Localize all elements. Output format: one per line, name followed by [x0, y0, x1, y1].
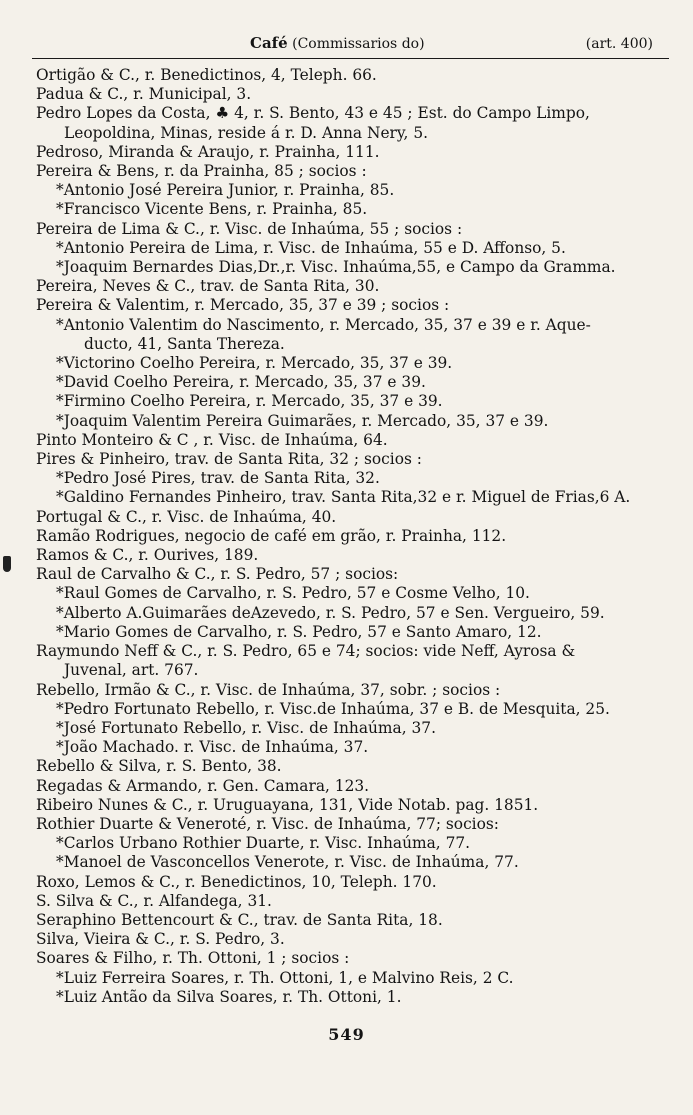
firm-entry — [36, 162, 669, 181]
firm-entry — [36, 85, 669, 104]
firm-entry — [36, 911, 669, 930]
header-rule — [32, 58, 669, 59]
entry-text: *Joaquim Bernardes Dias,Dr.,r. Visc. Inhaúma,55, e Campo da Gramma. — [56, 258, 616, 277]
entry-text: Pedroso, Miranda & Araujo, r. Prainha, 111. — [36, 142, 380, 161]
entry-text: Ribeiro Nunes & C., r. Uruguayana, 131, Vide Notab. pag. 1851. — [36, 795, 539, 814]
entry-text: Regadas & Armando, r. Gen. Camara, 123. — [36, 776, 370, 795]
header-subtitle: (Commissarios do) — [292, 36, 425, 52]
entry-text: Seraphino Bettencourt & C., trav. de Santa Rita, 18. — [36, 910, 443, 929]
entry-text: *Victorino Coelho Pereira, r. Mercado, 35, 37 e 39. — [56, 354, 453, 373]
entry-text: *Antonio José Pereira Junior, r. Prainha, 85. — [56, 181, 395, 200]
entry-text: *Carlos Urbano Rothier Duarte, r. Visc. Inhaúma, 77. — [56, 834, 471, 853]
entry-text: Ramos & C., r. Ourives, 189. — [36, 546, 259, 565]
entry-text: *João Machado. r. Visc. de Inhaúma, 37. — [56, 738, 369, 757]
partner-entry — [36, 392, 669, 411]
partner-entry — [36, 604, 669, 623]
partner-entry — [36, 412, 669, 431]
firm-entry — [36, 892, 669, 911]
entry-continuation: Juvenal, art. 767. — [64, 661, 199, 680]
entry-text: Padua & C., r. Municipal, 3. — [36, 85, 252, 104]
firm-entry — [36, 565, 669, 584]
header-title-group — [250, 34, 425, 52]
partner-entry — [36, 181, 669, 200]
partner-entry — [36, 354, 669, 373]
partner-entry — [36, 488, 669, 507]
entry-text: Soares & Filho, r. Th. Ottoni, 1 ; socios : — [36, 949, 350, 968]
entry-text: Rothier Duarte & Veneroté, r. Visc. de Inhaúma, 77; socios: — [36, 814, 499, 833]
entry-text: *David Coelho Pereira, r. Mercado, 35, 37 e 39. — [56, 373, 426, 392]
partner-entry — [36, 239, 669, 258]
entry-continuation: ducto, 41, Santa Thereza. — [84, 334, 285, 353]
entry-text: *Raul Gomes de Carvalho, r. S. Pedro, 57 e Cosme Velho, 10. — [56, 584, 530, 603]
firm-entry — [36, 104, 669, 142]
partner-entry — [36, 316, 669, 354]
entry-text: *Alberto A.Guimarães deAzevedo, r. S. Pedro, 57 e Sen. Vergueiro, 59. — [56, 603, 605, 622]
partner-entry — [36, 853, 669, 872]
entry-text: Ortigão & C., r. Benedictinos, 4, Teleph. 66. — [36, 66, 377, 84]
partner-entry — [36, 258, 669, 277]
entry-text: Pires & Pinheiro, trav. de Santa Rita, 32 ; socios : — [36, 450, 422, 469]
entry-text: *Luiz Antão da Silva Soares, r. Th. Ottoni, 1. — [56, 987, 402, 1006]
partner-entry — [36, 584, 669, 603]
header-article: (art. 400) — [585, 36, 653, 52]
firm-entry — [36, 277, 669, 296]
entry-text: Portugal & C., r. Visc. de Inhaúma, 40. — [36, 507, 337, 526]
partner-entry — [36, 738, 669, 757]
page-number: 549 — [328, 1025, 365, 1044]
firm-entry — [36, 450, 669, 469]
firm-entry — [36, 296, 669, 315]
entry-text: Ramão Rodrigues, negocio de café em grão, r. Prainha, 112. — [36, 526, 507, 545]
firm-entry — [36, 527, 669, 546]
entry-text: Rebello & Silva, r. S. Bento, 38. — [36, 757, 282, 776]
entry-text: *Joaquim Valentim Pereira Guimarães, r. Mercado, 35, 37 e 39. — [56, 411, 549, 430]
entry-text: Silva, Vieira & C., r. S. Pedro, 3. — [36, 930, 285, 949]
entry-text: Pereira de Lima & C., r. Visc. de Inhaúma, 55 ; socios : — [36, 219, 463, 238]
firm-entry — [36, 546, 669, 565]
firm-entry — [36, 431, 669, 450]
page-header — [250, 34, 653, 52]
firm-entry — [36, 220, 669, 239]
entries-list — [36, 66, 669, 1007]
entry-text: Pereira, Neves & C., trav. de Santa Rita, 30. — [36, 277, 380, 296]
entry-text: *Francisco Vicente Bens, r. Prainha, 85. — [56, 200, 368, 219]
entry-text: *Pedro Fortunato Rebello, r. Visc.de Inhaúma, 37 e B. de Mesquita, 25. — [56, 699, 610, 718]
partner-entry — [36, 200, 669, 219]
partner-entry — [36, 969, 669, 988]
firm-entry — [36, 777, 669, 796]
partner-entry — [36, 700, 669, 719]
firm-entry — [36, 930, 669, 949]
firm-entry — [36, 143, 669, 162]
entry-continuation: Leopoldina, Minas, reside á r. D. Anna Nery, 5. — [64, 123, 429, 142]
entry-text: Raul de Carvalho & C., r. S. Pedro, 57 ; socios: — [36, 565, 399, 584]
entry-text: Pereira & Valentim, r. Mercado, 35, 37 e 39 ; socios : — [36, 296, 450, 315]
partner-entry — [36, 834, 669, 853]
entry-text: *Antonio Valentim do Nascimento, r. Mercado, 35, 37 e 39 e r. Aque- — [56, 315, 591, 334]
entry-text: *Antonio Pereira de Lima, r. Visc. de Inhaúma, 55 e D. Affonso, 5. — [56, 238, 566, 257]
firm-entry — [36, 681, 669, 700]
margin-ink-mark — [3, 556, 11, 572]
entry-text: Roxo, Lemos & C., r. Benedictinos, 10, Teleph. 170. — [36, 872, 437, 891]
entry-text: Pereira & Bens, r. da Prainha, 85 ; socios : — [36, 162, 367, 181]
firm-entry — [36, 757, 669, 776]
entry-text: *Galdino Fernandes Pinheiro, trav. Santa Rita,32 e r. Miguel de Frias,6 A. — [56, 488, 631, 507]
entry-text: S. Silva & C., r. Alfandega, 31. — [36, 891, 272, 910]
entry-text: Pinto Monteiro & C , r. Visc. de Inhaúma, 64. — [36, 430, 388, 449]
entry-text: Rebello, Irmão & C., r. Visc. de Inhaúma, 37, sobr. ; socios : — [36, 680, 501, 699]
entry-text: *Mario Gomes de Carvalho, r. S. Pedro, 57 e Santo Amaro, 12. — [56, 622, 542, 641]
partner-entry — [36, 719, 669, 738]
firm-entry — [36, 949, 669, 968]
firm-entry — [36, 66, 669, 85]
entry-text: *Pedro José Pires, trav. de Santa Rita, 32. — [56, 469, 380, 488]
partner-entry — [36, 988, 669, 1007]
entry-text: *Luiz Ferreira Soares, r. Th. Ottoni, 1, e Malvino Reis, 2 C. — [56, 968, 514, 987]
entry-text: Pedro Lopes da Costa, ♣ 4, r. S. Bento, 43 e 45 ; Est. do Campo Limpo, — [36, 104, 590, 123]
firm-entry — [36, 815, 669, 834]
entry-text: Raymundo Neff & C., r. S. Pedro, 65 e 74; socios: vide Neff, Ayrosa & — [36, 642, 576, 661]
entry-text: *José Fortunato Rebello, r. Visc. de Inhaúma, 37. — [56, 718, 436, 737]
partner-entry — [36, 469, 669, 488]
entry-text: *Firmino Coelho Pereira, r. Mercado, 35, 37 e 39. — [56, 392, 443, 411]
partner-entry — [36, 373, 669, 392]
firm-entry — [36, 796, 669, 815]
firm-entry — [36, 508, 669, 527]
partner-entry — [36, 623, 669, 642]
firm-entry — [36, 873, 669, 892]
entry-text: *Manoel de Vasconcellos Venerote, r. Visc. de Inhaúma, 77. — [56, 853, 519, 872]
header-title: Café — [250, 34, 288, 52]
firm-entry — [36, 642, 669, 680]
